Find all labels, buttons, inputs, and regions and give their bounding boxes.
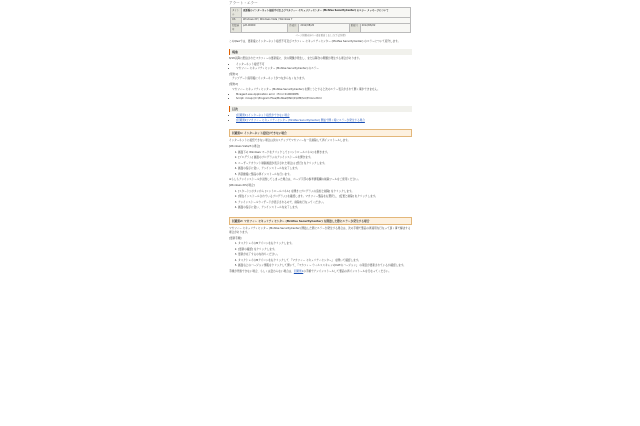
article-title: 更新後のインターネット接続不可およびマカフィー セキュリティセンター (McAfee SecurityCenter) のエラー メッセージについて — [242, 8, 411, 17]
created-value: 2012/08/20 — [299, 23, 349, 32]
footer-link-fix1[interactable]: 回避策1 — [293, 269, 304, 273]
breadcrumb[interactable]: アラート・エラー — [229, 1, 258, 5]
footer-suffix: の手順でアンインストールして製品の再インストールを行なってください。 — [303, 269, 391, 273]
symptom2-label: [現象2] — [229, 83, 238, 87]
os-value: Windows XP / Windows Vista / Windows 7 — [242, 17, 411, 23]
list-item: 3. アンインストールウィザードが表示されるので、削除を行なってください。 — [238, 201, 412, 205]
footer-prefix: 手順が実施できない場合、もしくは変わらない場合は、 — [229, 269, 294, 273]
toc-item — [236, 114, 412, 118]
article-meta-table — [230, 7, 411, 33]
list-item: 4. タスクトレイのMアイコンを右クリックして 『マカフィー セキュリティセンター』 を開いて確認します。 — [238, 259, 412, 263]
list-item: 2. [プログラム] 画面のプログラムのアンインストールを開きます。 — [238, 156, 412, 160]
fix2-label: [更新手順] — [229, 236, 242, 240]
intro-text: このQ&Aでは、更新後にインターネット接続不可及びマカフィー セキュリティセンター (McAfee SecurityCenter) のエラーについて紹介します。 — [229, 40, 401, 44]
vista-label: [Windows Vista/7の場合] — [229, 145, 261, 149]
toc-link-fix2[interactable]: [回避策2] マカフィー セキュリティセンター (McAfee SecurityCenter) 開始で開く時にエラーが発生する場合 — [236, 118, 365, 122]
list-item: • インターネット接続不可 — [236, 63, 412, 67]
summary-text: 8/18以降に配信されたマカフィーの更新後に、次の問題が発生し、また以降次の問題が発生する場合があります。 — [229, 57, 362, 61]
fix2-steps — [234, 242, 412, 268]
updated-value: 2012/08/22 — [360, 23, 410, 32]
updated-label: 更新日 — [349, 23, 360, 32]
xp-steps — [234, 190, 412, 210]
os-label: OS — [231, 17, 242, 23]
xp-label: [Windows XPの場合] — [229, 184, 255, 188]
list-item: 5. 再起動後に製品の再インストールを行います。 — [238, 173, 412, 177]
fix2-text: マカフィー セキュリティセンター (McAfee SecurityCenter) 開始した際にエラーが発生する場合は、次の手順で製品の再適用を行なって頂く事で解決する場合があります。 — [229, 227, 411, 234]
list-item: 1. タスクトレイのMアイコンを右クリックします。 — [238, 242, 412, 246]
list-item: 4. 画面の指示に従い、アンインストールを完了します。 — [238, 206, 412, 210]
list-item: • Mcagent.exe Application error : Error 0x00000f6 — [236, 93, 412, 97]
toc-item — [236, 119, 412, 123]
summary-heading: 現象 — [229, 49, 412, 55]
toc-link-fix1[interactable]: [回避策1] インターネット接続ができない場合 — [236, 114, 290, 118]
updated-note: ページ掲載内容の一部を更新しました(下記参照) — [295, 34, 346, 37]
list-item: 3. ユーザーアカウント制御画面が表示された場合は [続行] をクリックします。 — [238, 162, 412, 166]
list-item: 3. 更新が完了するのを待ちください。 — [238, 253, 412, 257]
list-item: 2. [更新の確認] をクリックします。 — [238, 248, 412, 252]
list-item: • Script: mcap://C:\Program Files\McAfee\MSC\1\UIM\Src\Errors.html — [236, 97, 412, 101]
vista-steps — [234, 151, 412, 177]
fix1-note: ※もしもアンインストールが失敗してしまった場合は、ページ下部の参考情報欄の削除ツールをご使用ください。 — [229, 178, 361, 182]
list-item: 1. [スタート] ボタンから [コントロールパネル] を開き [プログラムの追加と削除] をクリックします。 — [238, 190, 412, 194]
fix1-heading: 回避策1: インターネット接続ができない場合 — [229, 129, 412, 137]
error-list — [233, 93, 412, 101]
fix2-heading: 回避策2: マカフィー セキュリティセンター (McAfee SecurityCenter) を開始した際にエラーが発生する場合 — [229, 217, 412, 225]
symptom1-text: アップデート適用後にインターネットがつながらなくなります。 — [232, 77, 307, 81]
symptom1-label: [現象1] — [229, 72, 238, 76]
title-label: タイトル — [231, 8, 242, 17]
list-item: 5. 画面右上のバージョン情報をクリックして開いて、『マカフィー ウィルススキャンのDATのバージョン』 の項目が更新されているか確認します。 — [238, 264, 412, 268]
list-item: 2. [現在インストールされているプログラム] を確認します。マカフィー製品を右選択し、[変更と削除] をクリックします。 — [238, 195, 412, 199]
symptom2-text: マカフィー セキュリティセンター (McAfee SecurityCenter) を開こうとすると次のエラー表示がされて開く事ができません。 — [232, 87, 380, 91]
created-label: 作成日 — [288, 23, 299, 32]
toc-heading: 目次 — [229, 106, 412, 112]
fix2-footer — [229, 270, 412, 274]
id-label: 問題番号 — [231, 23, 242, 32]
fix1-text: インターネットに接続できない場合は次のステップでマカフィーを一旦削除して再インストールします。 — [229, 139, 351, 143]
summary-bullets — [233, 63, 412, 71]
toc-list — [233, 114, 412, 122]
list-item: 4. 画面の指示に従い、アンインストールを完了します。 — [238, 167, 412, 171]
id-value: pdt-00000 — [242, 23, 288, 32]
list-item: • マカフィー セキュリティセンター (McAfee SecurityCenter) のエラー — [236, 67, 412, 71]
article — [229, 0, 412, 426]
list-item: 1. 画面下の Windows マークをクリックして [コントロールパネル] を開きます。 — [238, 151, 412, 155]
